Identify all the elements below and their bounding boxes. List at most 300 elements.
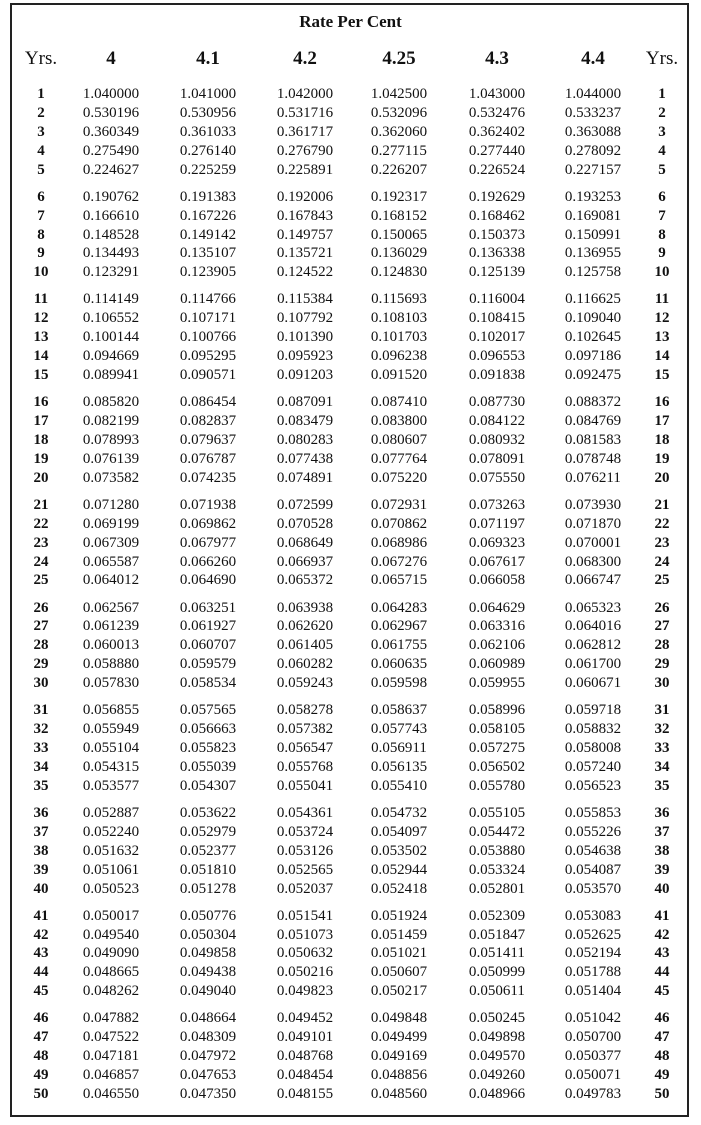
year-label-right: 47 (654, 1029, 670, 1046)
table-cell: 0.058105 (468, 721, 526, 738)
table-cell: 0.096238 (370, 348, 428, 365)
year-label-right: 8 (658, 226, 666, 243)
rate-header: 4 (106, 48, 116, 69)
rate-header: 4.25 (382, 48, 416, 69)
year-label-right: 38 (654, 842, 670, 859)
table-cell: 0.533237 (564, 104, 622, 121)
table-cell: 0.078993 (82, 431, 140, 448)
table-cell: 0.061239 (82, 618, 140, 635)
year-label-right: 9 (658, 245, 666, 262)
year-label-left: 41 (33, 907, 49, 924)
table-cell: 0.048309 (179, 1029, 237, 1046)
table-cell: 0.114766 (180, 291, 236, 308)
year-label-right: 29 (654, 656, 670, 673)
year-label-left: 13 (33, 329, 49, 346)
table-cell: 0.062620 (276, 618, 334, 635)
year-label-left: 36 (33, 804, 49, 821)
year-label-right: 16 (654, 394, 670, 411)
table-cell: 0.079637 (179, 431, 237, 448)
table-cell: 0.123905 (179, 264, 237, 281)
table-cell: 0.049848 (370, 1010, 428, 1027)
table-cell: 0.054315 (82, 758, 140, 775)
table-cell: 0.078748 (564, 450, 622, 467)
table-cell: 0.080283 (276, 431, 334, 448)
table-cell: 0.066260 (179, 553, 237, 570)
table-cell: 0.115693 (371, 291, 427, 308)
year-label-left: 23 (33, 534, 49, 551)
table-cell: 0.050607 (370, 964, 428, 981)
table-cell: 0.077438 (276, 450, 334, 467)
table-cell: 0.059579 (179, 656, 237, 673)
table-cell: 0.134493 (82, 245, 140, 262)
table-cell: 0.063316 (468, 618, 526, 635)
table-cell: 0.276790 (276, 142, 334, 159)
year-label-left: 4 (37, 142, 45, 159)
table-cell: 0.530196 (82, 104, 140, 121)
year-label-right: 31 (654, 702, 670, 719)
yrs-header-right: Yrs. (645, 48, 679, 69)
table-cell: 0.049823 (276, 983, 334, 1000)
table-cell: 0.100766 (179, 329, 237, 346)
year-label-left: 2 (37, 104, 45, 121)
table-cell: 0.071197 (469, 515, 525, 532)
year-label-right: 28 (654, 637, 670, 654)
year-label-right: 20 (654, 469, 670, 486)
table-cell: 0.061405 (276, 637, 334, 654)
year-label-right: 37 (654, 823, 670, 840)
table-cell: 0.049499 (370, 1029, 428, 1046)
table-cell: 0.125758 (564, 264, 622, 281)
year-label-left: 43 (33, 945, 49, 962)
year-label-right: 35 (654, 777, 670, 794)
table-cell: 0.192317 (370, 188, 428, 205)
year-label-left: 42 (33, 926, 49, 943)
year-label-left: 27 (33, 618, 49, 635)
year-label-left: 25 (33, 572, 49, 589)
table-cell: 0.050071 (564, 1067, 622, 1083)
table-cell: 0.051810 (179, 861, 237, 878)
table-cell: 0.532096 (370, 104, 428, 121)
year-label-right: 25 (654, 572, 670, 589)
table-cell: 0.277440 (468, 142, 526, 159)
table-cell: 0.049101 (276, 1029, 334, 1046)
year-label-left: 30 (33, 675, 49, 692)
table-cell: 0.051021 (370, 945, 428, 962)
table-cell: 0.227157 (564, 161, 622, 178)
table-cell: 0.053577 (82, 777, 140, 794)
year-label-left: 32 (33, 721, 49, 738)
table-cell: 0.065372 (276, 572, 334, 589)
table-cell: 0.049858 (179, 945, 237, 962)
table-cell: 0.056523 (564, 777, 622, 794)
year-label-right: 18 (654, 431, 670, 448)
table-cell: 0.074891 (276, 469, 334, 486)
table-cell: 0.053880 (468, 842, 526, 859)
year-label-right: 3 (658, 123, 666, 140)
table-cell: 1.044000 (564, 86, 622, 102)
table-cell: 0.075550 (468, 469, 526, 486)
table-cell: 0.055949 (82, 721, 140, 738)
table-cell: 0.149142 (179, 226, 237, 243)
table-cell: 0.067617 (468, 553, 526, 570)
year-label-left: 46 (33, 1010, 49, 1027)
table-cell: 0.115384 (277, 291, 333, 308)
year-label-right: 15 (654, 367, 670, 383)
table-cell: 0.278092 (564, 142, 622, 159)
year-label-right: 39 (654, 861, 670, 878)
year-label-left: 44 (33, 964, 49, 981)
table-cell: 1.041000 (179, 86, 237, 102)
table-cell: 0.046550 (82, 1085, 140, 1102)
year-label-right: 45 (654, 983, 670, 1000)
table-cell: 0.095295 (179, 348, 237, 365)
table-cell: 0.114149 (83, 291, 139, 308)
year-label-left: 31 (33, 702, 49, 719)
table-cell: 0.066058 (468, 572, 526, 589)
table-cell: 1.040000 (82, 86, 140, 102)
year-label-right: 26 (654, 599, 670, 616)
year-label-left: 7 (37, 207, 45, 224)
table-cell: 0.052801 (468, 880, 526, 897)
table-cell: 0.070001 (564, 534, 622, 551)
table-cell: 0.055410 (370, 777, 428, 794)
table-cell: 0.275490 (82, 142, 140, 159)
table-cell: 0.056855 (82, 702, 140, 719)
year-label-left: 5 (37, 161, 45, 178)
table-cell: 0.076211 (565, 469, 621, 486)
table-cell: 0.053502 (370, 842, 428, 859)
year-label-left: 45 (33, 983, 49, 1000)
year-label-left: 28 (33, 637, 49, 654)
table-cell: 0.051411 (469, 945, 525, 962)
year-label-right: 50 (654, 1085, 670, 1102)
table-cell: 0.073582 (82, 469, 140, 486)
table-cell: 0.077764 (370, 450, 428, 467)
table-cell: 0.052309 (468, 907, 526, 924)
year-label-right: 42 (654, 926, 670, 943)
table-cell: 0.062106 (468, 637, 526, 654)
year-label-right: 43 (654, 945, 670, 962)
table-cell: 0.050217 (370, 983, 428, 1000)
year-label-left: 48 (33, 1048, 49, 1065)
rate-header: 4.4 (581, 48, 605, 69)
table-cell: 0.149757 (276, 226, 334, 243)
table-cell: 0.090571 (179, 367, 237, 383)
year-label-left: 22 (33, 515, 49, 532)
table-cell: 0.085820 (82, 394, 140, 411)
year-label-right: 14 (654, 348, 670, 365)
year-label-left: 10 (33, 264, 49, 281)
table-cell: 0.226524 (468, 161, 526, 178)
table-cell: 0.071870 (564, 515, 622, 532)
table-cell: 0.070862 (370, 515, 428, 532)
table-cell: 0.057382 (276, 721, 334, 738)
table-cell: 0.361033 (179, 123, 237, 140)
table-cell: 0.048664 (179, 1010, 237, 1027)
table-cell: 0.167226 (179, 207, 237, 224)
table-cell: 0.064629 (468, 599, 526, 616)
table-cell: 0.136955 (564, 245, 622, 262)
year-label-right: 1 (658, 86, 666, 102)
table-cell: 0.102017 (468, 329, 526, 346)
table-cell: 0.058996 (468, 702, 526, 719)
table-cell: 0.048966 (468, 1085, 526, 1102)
year-label-right: 17 (654, 413, 670, 429)
table-cell: 0.047653 (179, 1067, 237, 1083)
table-cell: 0.053126 (276, 842, 334, 859)
year-label-left: 21 (33, 496, 49, 513)
table-cell: 1.042000 (276, 86, 334, 102)
table-cell: 0.075220 (370, 469, 428, 486)
year-label-left: 26 (33, 599, 49, 616)
year-label-left: 38 (33, 842, 49, 859)
table-cell: 0.051847 (468, 926, 526, 943)
year-label-right: 11 (654, 291, 670, 308)
table-cell: 0.276140 (179, 142, 237, 159)
table-cell: 0.050245 (468, 1010, 526, 1027)
yrs-header-left: Yrs. (24, 48, 58, 69)
table-cell: 0.067309 (82, 534, 140, 551)
table-cell: 0.277115 (371, 142, 427, 159)
table-cell: 0.063938 (276, 599, 334, 616)
table-cell: 0.532476 (468, 104, 526, 121)
table-cell: 0.135107 (179, 245, 237, 262)
table-cell: 0.049438 (179, 964, 237, 981)
table-cell: 0.068649 (276, 534, 334, 551)
table-cell: 0.048856 (370, 1067, 428, 1083)
table-cell: 0.069862 (179, 515, 237, 532)
table-cell: 0.051541 (276, 907, 334, 924)
table-cell: 0.072599 (276, 496, 334, 513)
year-label-left: 17 (33, 413, 49, 429)
table-cell: 0.052418 (370, 880, 428, 897)
table-cell: 0.136338 (468, 245, 526, 262)
table-cell: 0.049783 (564, 1085, 622, 1102)
table-cell: 0.049570 (468, 1048, 526, 1065)
table-cell: 0.076139 (82, 450, 140, 467)
year-label-right: 5 (658, 161, 666, 178)
table-cell: 0.166610 (82, 207, 140, 224)
table-cell: 0.054472 (468, 823, 526, 840)
table-cell: 0.124522 (276, 264, 334, 281)
table-cell: 0.052377 (179, 842, 237, 859)
table-cell: 0.100144 (82, 329, 140, 346)
table-cell: 0.052887 (82, 804, 140, 821)
table-cell: 0.192006 (276, 188, 334, 205)
table-cell: 0.086454 (179, 394, 237, 411)
table-cell: 0.192629 (468, 188, 526, 205)
table-cell: 0.055039 (179, 758, 237, 775)
table-cell: 0.061927 (179, 618, 237, 635)
table-cell: 0.052565 (276, 861, 334, 878)
table-cell: 0.068300 (564, 553, 622, 570)
table-cell: 0.087730 (468, 394, 526, 411)
year-label-left: 34 (33, 758, 49, 775)
table-cell: 0.074235 (179, 469, 237, 486)
table-cell: 0.050304 (179, 926, 237, 943)
table-cell: 0.125139 (468, 264, 526, 281)
table-cell: 0.053324 (468, 861, 526, 878)
table-cell: 0.150065 (370, 226, 428, 243)
year-label-right: 44 (654, 964, 670, 981)
table-cell: 0.050700 (564, 1029, 622, 1046)
table-cell: 0.057743 (370, 721, 428, 738)
table-cell: 0.051073 (276, 926, 334, 943)
table-cell: 0.058278 (276, 702, 334, 719)
table-cell: 0.058008 (564, 740, 622, 756)
table-cell: 0.051042 (564, 1010, 622, 1027)
year-label-right: 34 (654, 758, 670, 775)
table-cell: 0.052240 (82, 823, 140, 840)
table-cell: 0.124830 (370, 264, 428, 281)
table-cell: 0.065715 (370, 572, 428, 589)
table-cell: 0.168462 (468, 207, 526, 224)
table-cell: 0.051404 (564, 983, 622, 1000)
table-cell: 0.088372 (564, 394, 622, 411)
table-cell: 0.190762 (82, 188, 140, 205)
year-label-right: 40 (654, 880, 670, 897)
year-label-left: 35 (33, 777, 49, 794)
table-cell: 0.050632 (276, 945, 334, 962)
table-cell: 0.058637 (370, 702, 428, 719)
table-cell: 0.049540 (82, 926, 140, 943)
year-label-left: 20 (33, 469, 49, 486)
table-cell: 0.050377 (564, 1048, 622, 1065)
table-cell: 0.225891 (276, 161, 334, 178)
table-cell: 0.056547 (276, 740, 334, 756)
table-cell: 1.042500 (370, 86, 428, 102)
table-cell: 0.057275 (468, 740, 526, 756)
table-cell: 0.047350 (179, 1085, 237, 1102)
table-cell: 0.059955 (468, 675, 526, 692)
table-cell: 0.531716 (276, 104, 334, 121)
year-label-left: 8 (37, 226, 45, 243)
table-cell: 0.055105 (468, 804, 526, 821)
table-cell: 0.148528 (82, 226, 140, 243)
table-cell: 0.050611 (469, 983, 525, 1000)
year-label-left: 40 (33, 880, 49, 897)
table-cell: 0.052037 (276, 880, 334, 897)
table-cell: 0.058832 (564, 721, 622, 738)
table-cell: 0.053622 (179, 804, 237, 821)
year-label-left: 24 (33, 553, 49, 570)
table-cell: 0.059243 (276, 675, 334, 692)
table-cell: 0.226207 (370, 161, 428, 178)
table-cell: 0.068986 (370, 534, 428, 551)
table-title: Rate Per Cent (299, 12, 402, 31)
year-label-left: 14 (33, 348, 49, 365)
table-cell: 0.087091 (276, 394, 334, 411)
table-cell: 0.096553 (468, 348, 526, 365)
rate-header: 4.1 (196, 48, 220, 69)
year-label-right: 41 (654, 907, 670, 924)
table-cell: 0.060635 (370, 656, 428, 673)
table-cell: 0.091838 (468, 367, 526, 383)
table-cell: 0.082199 (82, 413, 140, 429)
year-label-left: 47 (33, 1029, 49, 1046)
table-cell: 1.043000 (468, 86, 526, 102)
table-cell: 0.193253 (564, 188, 622, 205)
year-label-left: 29 (33, 656, 49, 673)
table-cell: 0.050017 (82, 907, 140, 924)
table-cell: 0.062812 (564, 637, 622, 654)
table-cell: 0.052194 (564, 945, 622, 962)
table-cell: 0.095923 (276, 348, 334, 365)
table-cell: 0.051061 (82, 861, 140, 878)
table-cell: 0.054732 (370, 804, 428, 821)
table-cell: 0.167843 (276, 207, 334, 224)
table-cell: 0.067977 (179, 534, 237, 551)
year-label-left: 18 (33, 431, 49, 448)
table-cell: 0.052944 (370, 861, 428, 878)
table-cell: 0.150991 (564, 226, 622, 243)
year-label-left: 15 (33, 367, 49, 383)
table-cell: 0.225259 (179, 161, 237, 178)
table-cell: 0.073930 (564, 496, 622, 513)
table-cell: 0.057240 (564, 758, 622, 775)
year-label-right: 30 (654, 675, 670, 692)
table-cell: 0.061755 (370, 637, 428, 654)
year-label-right: 4 (658, 142, 666, 159)
table-cell: 0.084769 (564, 413, 622, 429)
table-cell: 0.055823 (179, 740, 237, 756)
table-cell: 0.168152 (370, 207, 428, 224)
table-cell: 0.076787 (179, 450, 237, 467)
table-cell: 0.089941 (82, 367, 140, 383)
table-cell: 0.362402 (468, 123, 526, 140)
table-cell: 0.073263 (468, 496, 526, 513)
table-cell: 0.050776 (179, 907, 237, 924)
table-cell: 0.056911 (371, 740, 427, 756)
table-cell: 0.056663 (179, 721, 237, 738)
table-cell: 0.055768 (276, 758, 334, 775)
year-label-left: 33 (33, 740, 49, 756)
table-cell: 0.530956 (179, 104, 237, 121)
table-cell: 0.108103 (370, 310, 428, 327)
year-label-left: 16 (33, 394, 49, 411)
table-cell: 0.057565 (179, 702, 237, 719)
table-cell: 0.083800 (370, 413, 428, 429)
table-cell: 0.102645 (564, 329, 622, 346)
table-cell: 0.064012 (82, 572, 140, 589)
table-cell: 0.048155 (276, 1085, 334, 1102)
year-label-left: 11 (33, 291, 49, 308)
table-cell: 0.055041 (276, 777, 334, 794)
table-cell: 0.066747 (564, 572, 622, 589)
table-cell: 0.363088 (564, 123, 622, 140)
table-cell: 0.072931 (370, 496, 428, 513)
year-label-left: 9 (37, 245, 45, 262)
table-cell: 0.101703 (370, 329, 428, 346)
table-cell: 0.108415 (468, 310, 526, 327)
table-cell: 0.107171 (179, 310, 237, 327)
table-cell: 0.048768 (276, 1048, 334, 1065)
year-label-left: 19 (33, 450, 49, 467)
table-cell: 0.080607 (370, 431, 428, 448)
table-cell: 0.053570 (564, 880, 622, 897)
table-cell: 0.046857 (82, 1067, 140, 1083)
table-cell: 0.052625 (564, 926, 622, 943)
table-cell: 0.084122 (468, 413, 526, 429)
year-label-right: 48 (654, 1048, 670, 1065)
year-label-left: 50 (33, 1085, 49, 1102)
table-cell: 0.070528 (276, 515, 334, 532)
table-cell: 0.049090 (82, 945, 140, 962)
year-label-right: 13 (654, 329, 670, 346)
year-label-left: 3 (37, 123, 45, 140)
year-label-left: 49 (33, 1067, 49, 1083)
table-cell: 0.062567 (82, 599, 140, 616)
